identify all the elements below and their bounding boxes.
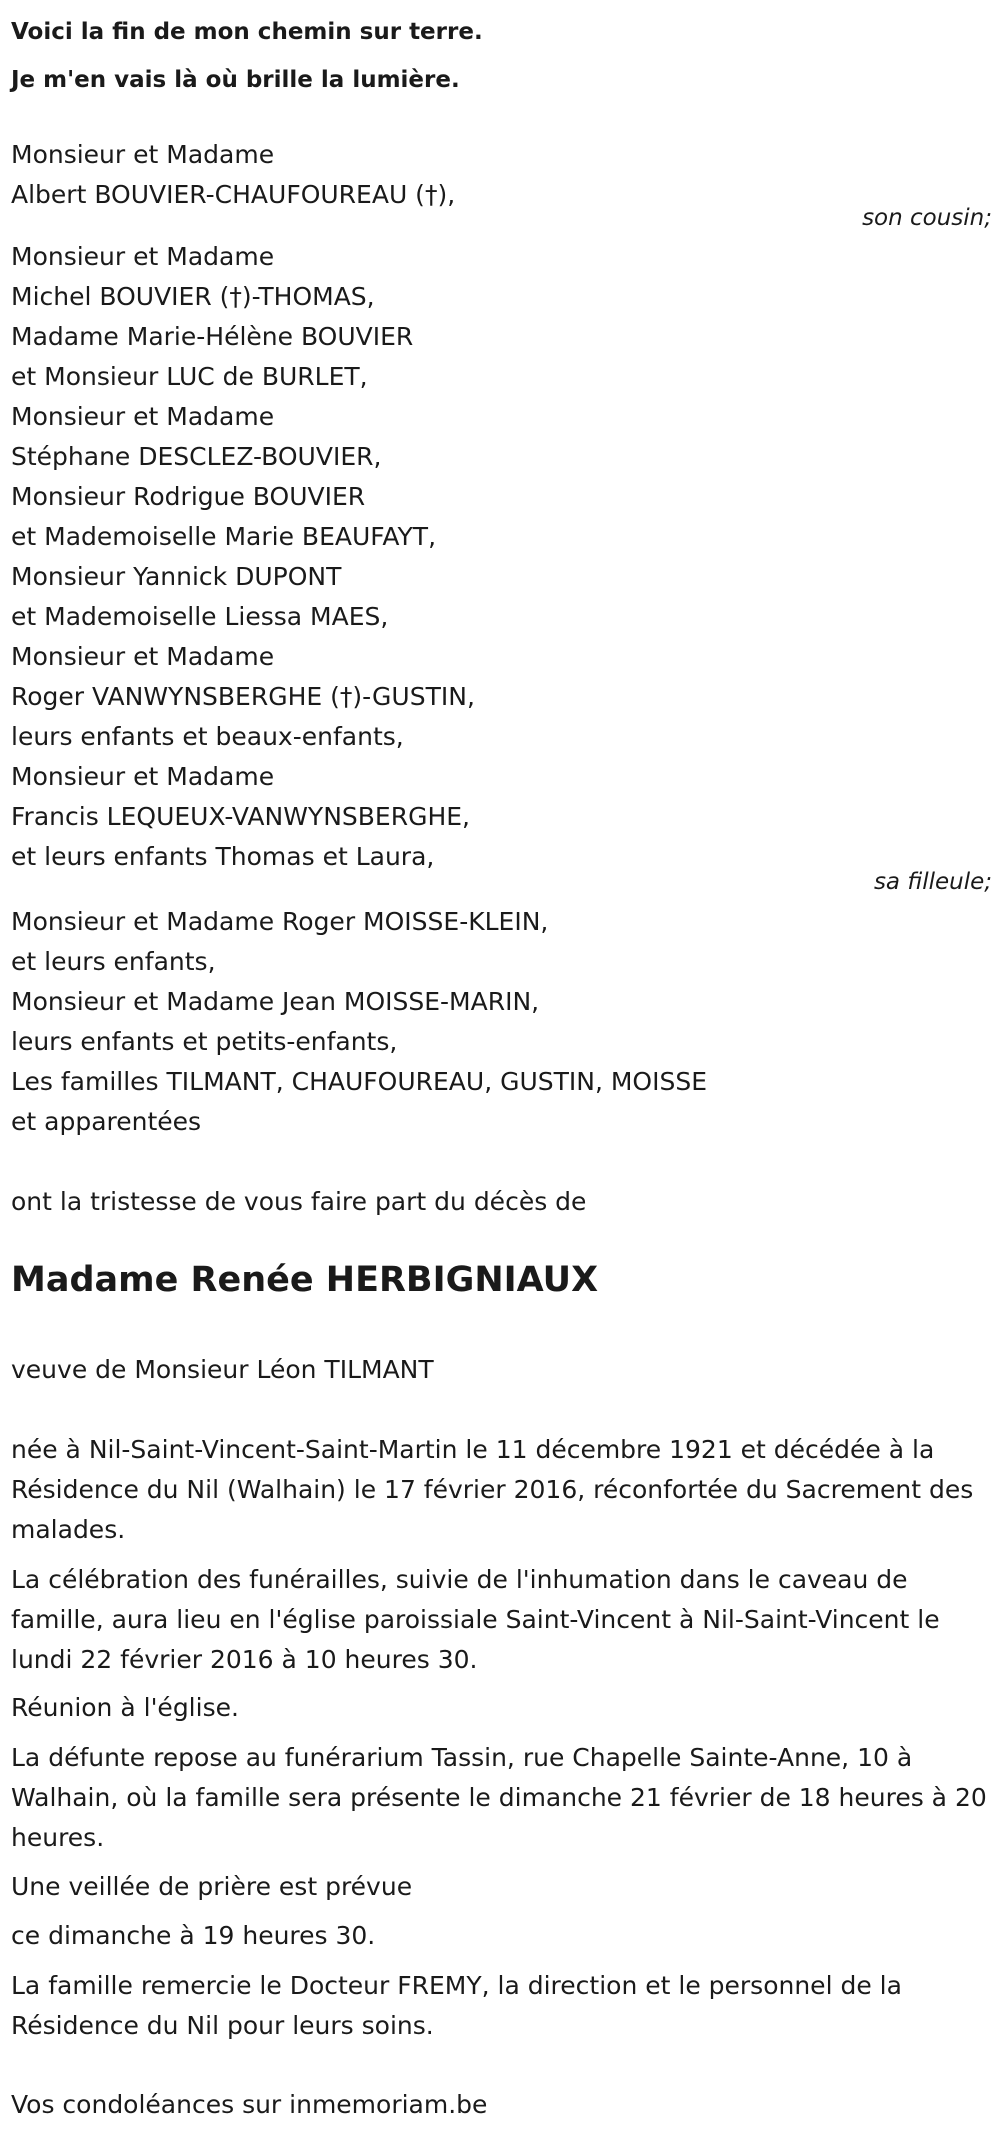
family-line: Monsieur et Madame Roger MOISSE-KLEIN, — [11, 907, 549, 936]
family-line: Monsieur et Madame — [11, 140, 275, 169]
deceased-name: Madame Renée HERBIGNIAUX — [11, 1260, 599, 1300]
family-line: Monsieur Rodrigue BOUVIER — [11, 482, 366, 511]
family-line: Monsieur et Madame — [11, 642, 275, 671]
family-line: et Mademoiselle Liessa MAES, — [11, 602, 389, 631]
family-line: et Mademoiselle Marie BEAUFAYT, — [11, 522, 437, 551]
poem-line: Voici la fin de mon chemin sur terre. — [11, 19, 483, 45]
family-line: Stéphane DESCLEZ-BOUVIER, — [11, 442, 382, 471]
family-group-cousin — [11, 135, 991, 215]
vigil-time-paragraph: ce dimanche à 19 heures 30. — [11, 1921, 376, 1950]
poem-line: Je m'en vais là où brille la lumière. — [11, 67, 460, 93]
family-line: et Monsieur LUC de BURLET, — [11, 362, 368, 391]
family-group-others — [11, 902, 991, 1142]
family-line: Monsieur et Madame — [11, 242, 275, 271]
family-line: leurs enfants et beaux-enfants, — [11, 722, 404, 751]
family-line: Monsieur et Madame — [11, 762, 275, 791]
family-line: Les familles TILMANT, CHAUFOUREAU, GUSTIN, MOISSE — [11, 1067, 708, 1096]
funeral-paragraph: La célébration des funérailles, suivie de l'inhumation dans le caveau de famille, aura lieu en l'église paroissiale Saint-Vincent à Nil-Saint-Vincent le lundi 22 février 2016 à 10 heures 30. — [11, 1565, 940, 1674]
family-line: Monsieur et Madame Jean MOISSE-MARIN, — [11, 987, 540, 1016]
family-line: Monsieur et Madame — [11, 402, 275, 431]
family-line: Monsieur Yannick DUPONT — [11, 562, 342, 591]
relation-label: son cousin; — [862, 205, 992, 231]
condolences — [11, 2085, 991, 2125]
relation-label: sa filleule; — [873, 869, 992, 895]
funeral-home-paragraph: La défunte repose au funérarium Tassin, rue Chapelle Sainte-Anne, 10 à Walhain, où la famille sera présente le dimanche 21 février de 18 heures à 20 heures. — [11, 1743, 987, 1852]
family-line: et leurs enfants, — [11, 947, 216, 976]
family-line: et apparentées — [11, 1107, 202, 1136]
family-group-goddaughter — [11, 237, 991, 877]
family-line: Francis LEQUEUX-VANWYNSBERGHE, — [11, 802, 470, 831]
thanks-paragraph: La famille remercie le Docteur FREMY, la direction et le personnel de la Résidence du Nil pour leurs soins. — [11, 1971, 902, 2040]
announcement-text: ont la tristesse de vous faire part du décès de — [11, 1187, 587, 1216]
family-line: Roger VANWYNSBERGHE (†)-GUSTIN, — [11, 682, 475, 711]
meeting-paragraph: Réunion à l'église. — [11, 1693, 239, 1722]
family-line: Albert BOUVIER-CHAUFOUREAU (†), — [11, 180, 456, 209]
family-line: et leurs enfants Thomas et Laura, — [11, 842, 435, 871]
widow-of — [11, 1350, 991, 1390]
condolences-text: Vos condoléances sur inmemoriam.be — [11, 2090, 488, 2119]
widow-of-text: veuve de Monsieur Léon TILMANT — [11, 1355, 434, 1384]
family-line: Madame Marie-Hélène BOUVIER — [11, 322, 414, 351]
birth-death-paragraph: née à Nil-Saint-Vincent-Saint-Martin le 11 décembre 1921 et décédée à la Résidence du Nil (Walhain) le 17 février 2016, réconfortée du Sacrement des malades. — [11, 1435, 974, 1544]
announcement — [11, 1182, 991, 1222]
family-line: leurs enfants et petits-enfants, — [11, 1027, 398, 1056]
family-line: Michel BOUVIER (†)-THOMAS, — [11, 282, 375, 311]
vigil-paragraph: Une veillée de prière est prévue — [11, 1872, 413, 1901]
poem — [11, 8, 991, 104]
